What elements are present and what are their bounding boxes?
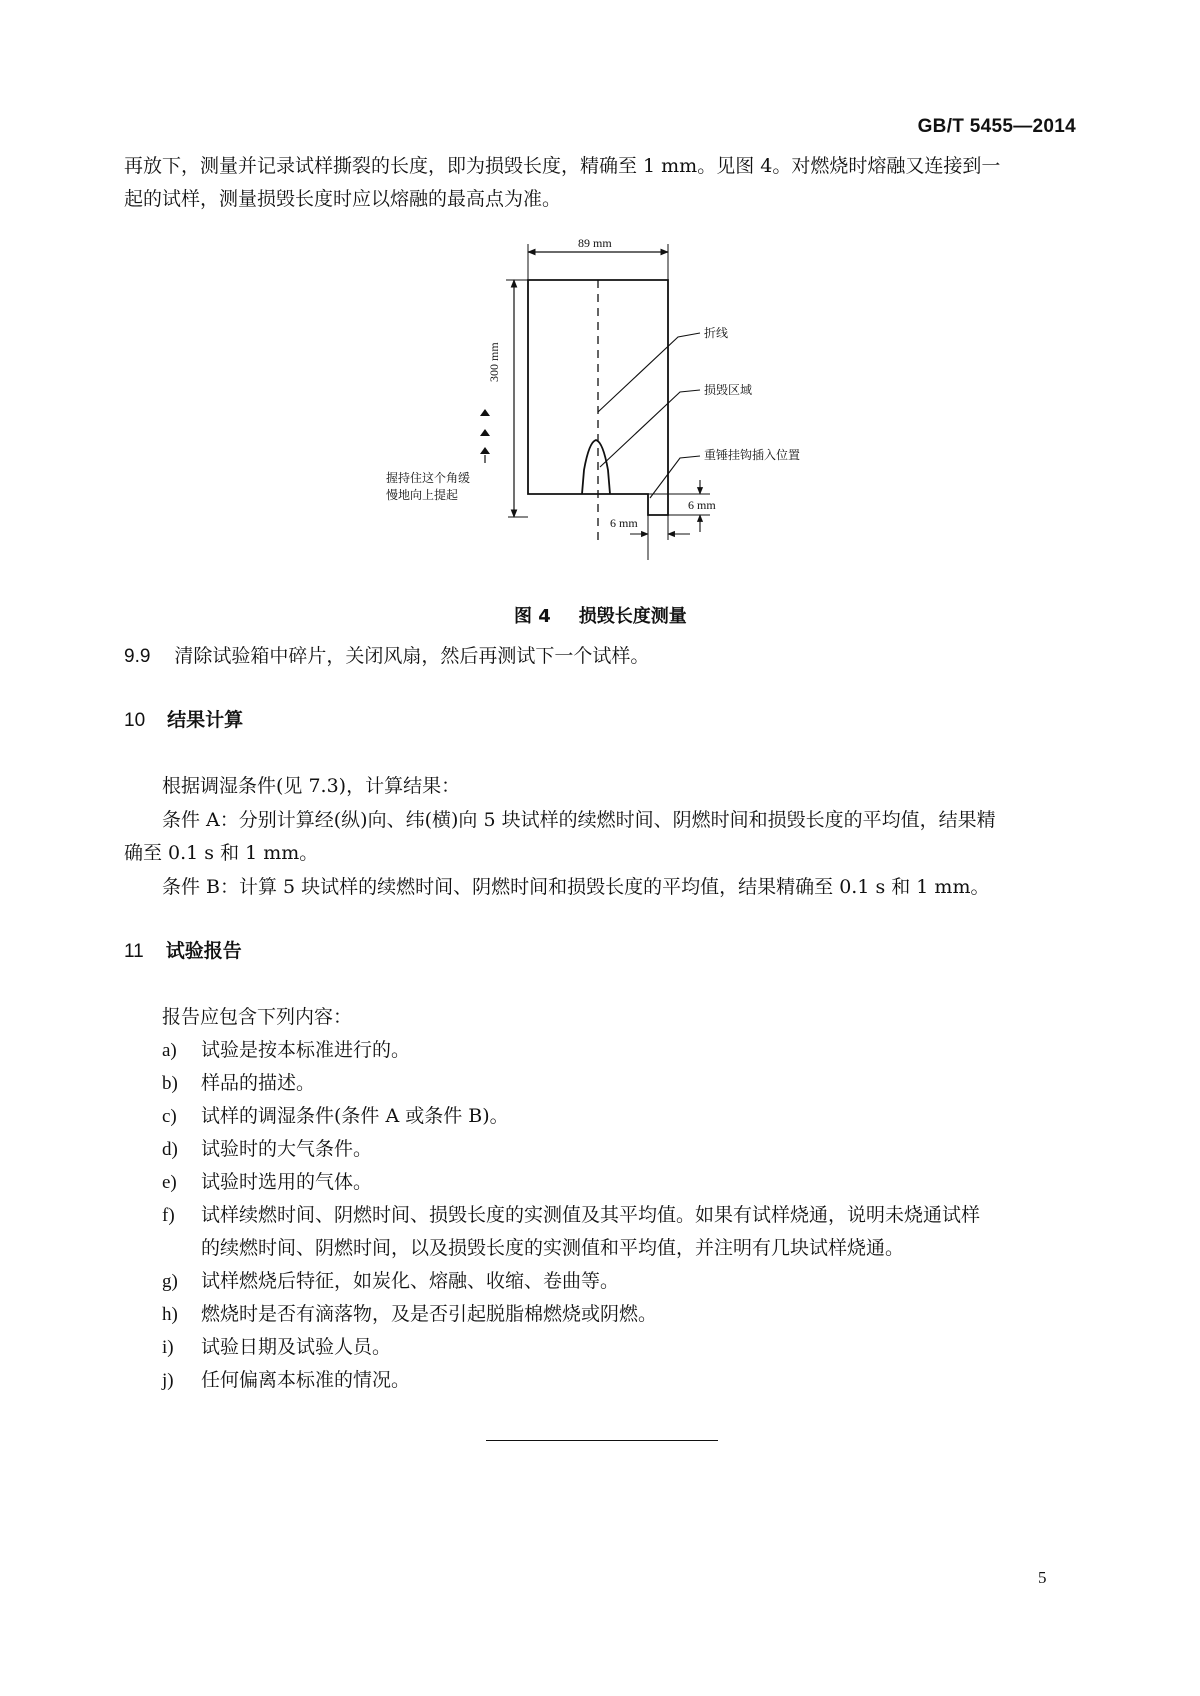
list-item [162, 1166, 372, 1199]
list-item [162, 1034, 410, 1067]
list-item-label: g) [162, 1271, 178, 1292]
notch-height-label: 6 mm [688, 498, 716, 512]
list-item-text: 任何偏离本标准的情况。 [201, 1369, 411, 1391]
section-11-title: 试验报告 [165, 940, 242, 962]
list-item [162, 1133, 372, 1166]
damage-area-leader [600, 390, 700, 467]
list-item-label: b) [162, 1073, 178, 1094]
clause-9-9-text: 清除试验箱中碎片，关闭风扇，然后再测试下一个试样。 [174, 645, 650, 667]
list-item-text: 试样燃烧后特征，如炭化、熔融、收缩、卷曲等。 [201, 1270, 620, 1292]
condition-b: 条件 B：计算 5 块试样的续燃时间、阴燃时间和损毁长度的平均值，结果精确至 0.1 s 和 1 mm。 [162, 876, 990, 898]
list-item-label: j) [162, 1370, 174, 1391]
list-item-text: 试样的调湿条件(条件 A 或条件 B)。 [201, 1105, 509, 1127]
list-item-text: 燃烧时是否有滴落物，及是否引起脱脂棉燃烧或阴燃。 [201, 1303, 658, 1325]
list-item [162, 1298, 657, 1331]
hold-instruction-line-1: 握持住这个角缓 [386, 471, 471, 485]
document-code: GB/T 5455—2014 [917, 116, 1076, 137]
damage-area-shape [582, 440, 610, 494]
end-of-standard-rule [486, 1440, 718, 1441]
list-item-label: f) [162, 1205, 175, 1226]
section-10-title: 结果计算 [167, 709, 244, 731]
section-11-number: 11 [124, 941, 144, 962]
list-item-text: 试验日期及试验人员。 [201, 1336, 392, 1358]
list-item-label: d) [162, 1139, 178, 1160]
list-item-label: c) [162, 1106, 177, 1127]
list-item-text: 试验时选用的气体。 [201, 1171, 373, 1193]
height-dimension-label: 300 mm [487, 342, 501, 382]
clause-9-9 [124, 640, 649, 673]
list-item-label: a) [162, 1040, 177, 1061]
condition-a-line-1: 条件 A：分别计算经(纵)向、纬(横)向 5 块试样的续燃时间、阴燃时间和损毁长度的平均值，结果精 [162, 809, 996, 831]
clause-9-9-number: 9.9 [124, 646, 151, 667]
damage-length-figure [0, 0, 1200, 620]
list-item-text: 试验是按本标准进行的。 [201, 1039, 411, 1061]
damage-area-label: 损毁区域 [704, 383, 753, 397]
figure-caption [514, 602, 687, 628]
condition-a-line-2: 确至 0.1 s 和 1 mm。 [124, 842, 319, 864]
hook-position-leader [650, 456, 700, 498]
section-10-intro: 根据调湿条件(见 7.3)，计算结果： [162, 775, 461, 797]
page-number: 5 [1038, 1568, 1047, 1587]
list-item-text: 试样续燃时间、阴燃时间、损毁长度的实测值及其平均值。如果有试样烧通，说明未烧通试样 [201, 1204, 981, 1226]
list-item [162, 1199, 980, 1232]
list-item-text: 样品的描述。 [201, 1072, 316, 1094]
lift-direction-arrows [480, 409, 490, 463]
section-11-intro: 报告应包含下列内容： [162, 1006, 353, 1028]
section-10-number: 10 [124, 710, 146, 731]
list-item [162, 1331, 391, 1364]
list-item-continuation: 的续燃时间、阴燃时间，以及损毁长度的实测值和平均值，并注明有几块试样烧通。 [201, 1237, 905, 1259]
list-item [162, 1067, 315, 1100]
hold-instruction-line-2: 慢地向上提起 [386, 488, 459, 502]
section-10-heading [124, 704, 243, 737]
hook-position-label: 重锤挂钩插入位置 [704, 448, 801, 462]
intro-line-1: 再放下，测量并记录试样撕裂的长度，即为损毁长度，精确至 1 mm。见图 4。对燃烧时熔融又连接到一 [124, 155, 1001, 177]
list-item-label: i) [162, 1337, 174, 1358]
list-item [162, 1100, 509, 1133]
list-item-text: 试验时的大气条件。 [201, 1138, 373, 1160]
list-item [162, 1364, 410, 1397]
figure-caption-number: 图 4 [514, 606, 551, 627]
fold-label: 折线 [704, 326, 729, 340]
list-item [162, 1265, 619, 1298]
section-11-heading [124, 935, 242, 968]
fold-leader [598, 333, 700, 412]
notch-width-label: 6 mm [610, 516, 638, 530]
figure-caption-title: 损毁长度测量 [578, 606, 687, 627]
list-item-label: h) [162, 1304, 178, 1325]
intro-line-2: 起的试样，测量损毁长度时应以熔融的最高点为准。 [124, 188, 562, 210]
width-dimension-label: 89 mm [578, 236, 612, 250]
list-item-label: e) [162, 1172, 177, 1193]
